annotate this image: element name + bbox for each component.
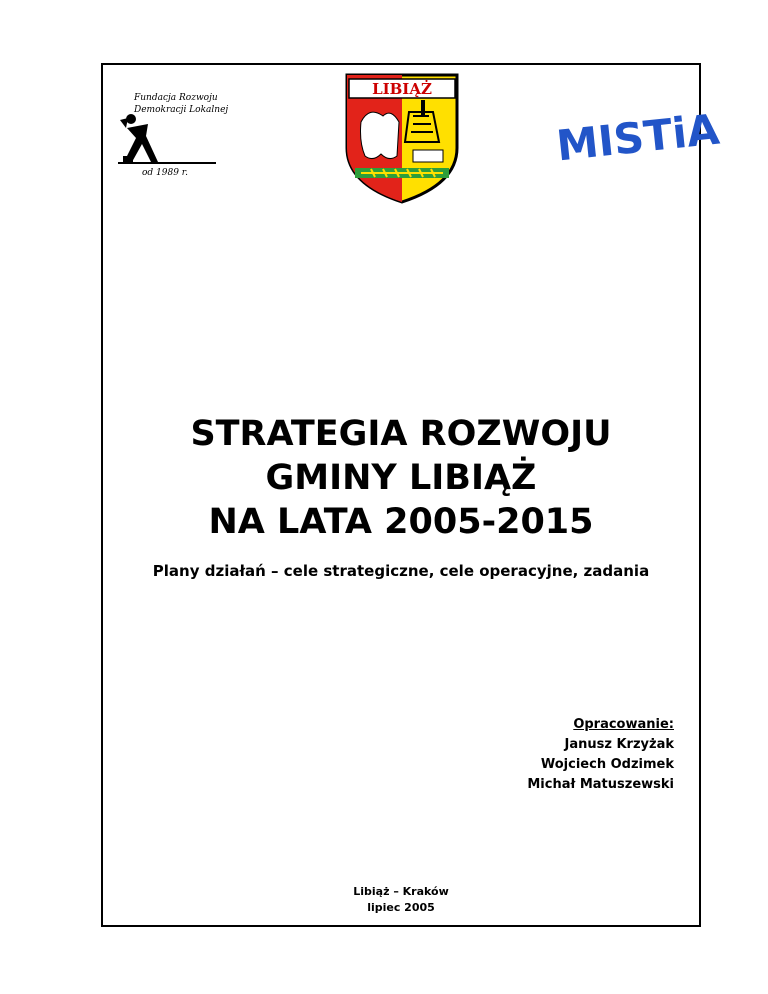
mistia-logo	[554, 94, 722, 176]
author-name: Wojciech Odzimek	[540, 757, 674, 772]
authors-block	[527, 715, 674, 795]
crest-banner-text: LIBIĄŻ	[372, 80, 432, 98]
authors-heading: Opracowanie:	[573, 717, 674, 732]
fundacja-since: od 1989 r.	[142, 168, 188, 178]
footer-date: lipiec 2005	[367, 901, 435, 914]
fundacja-name-line1: Fundacja Rozwoju	[134, 93, 218, 103]
title-line3: NA LATA 2005-2015	[208, 502, 594, 542]
fundacja-name-line2: Demokracji Lokalnej	[134, 105, 229, 115]
footer-place: Libiąż – Kraków	[353, 885, 449, 898]
document-title	[101, 412, 701, 544]
title-line2: GMINY LIBIĄŻ	[265, 458, 537, 498]
mistia-logo-text: MISTiA	[554, 104, 722, 171]
title-line1: STRATEGIA ROZWOJU	[190, 414, 612, 454]
libiaz-coat-of-arms	[343, 72, 461, 206]
runner-figure-icon	[118, 88, 218, 168]
document-subtitle: Plany działań – cele strategiczne, cele operacyjne, zadania	[152, 562, 650, 580]
footer-place-date	[101, 884, 701, 916]
author-name: Janusz Krzyżak	[564, 737, 674, 752]
fundacja-logo	[118, 88, 229, 184]
author-name: Michał Matuszewski	[527, 777, 674, 792]
